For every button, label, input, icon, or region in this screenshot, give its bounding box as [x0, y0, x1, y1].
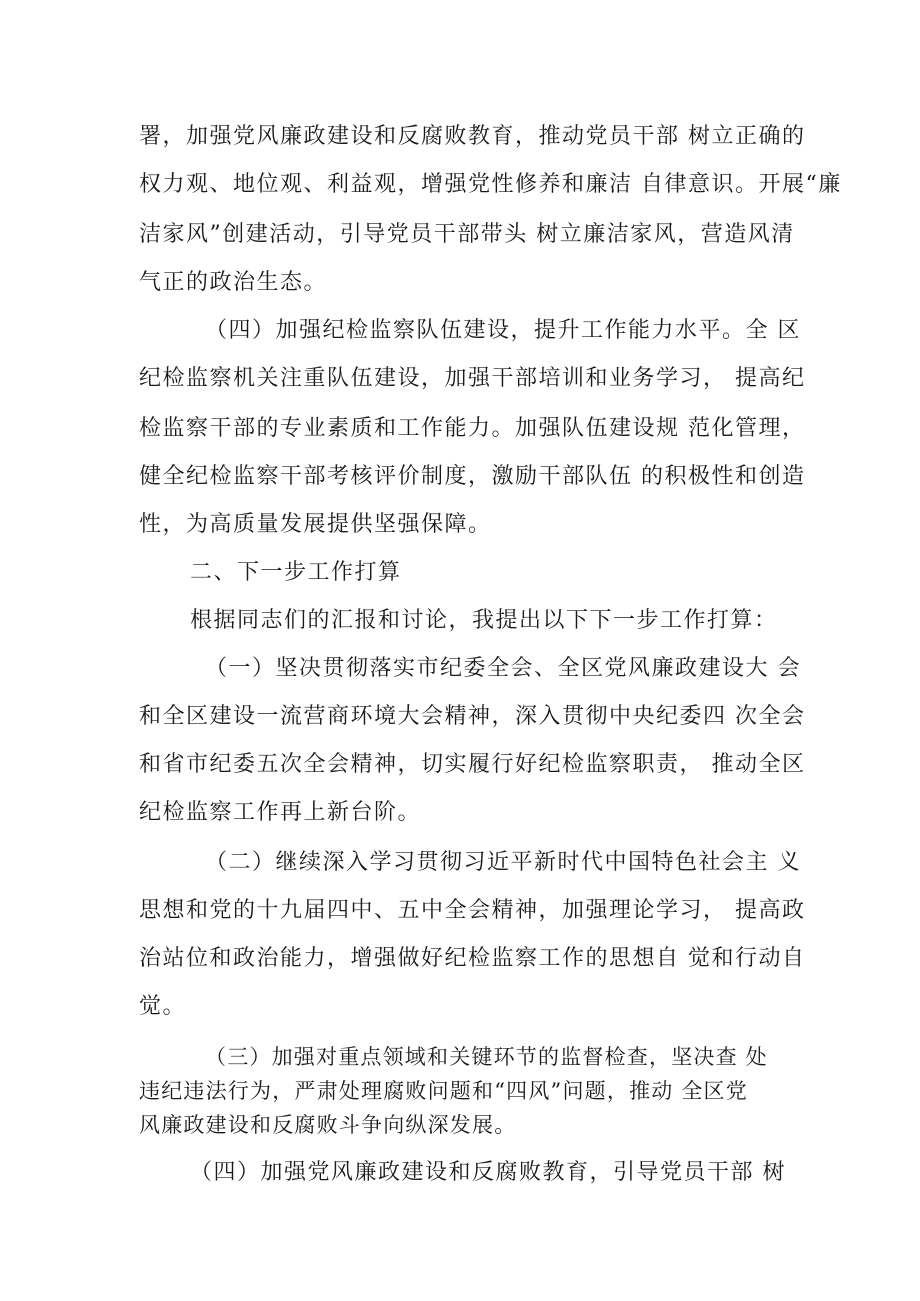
text-line: 思想和党的十九届四中、五中全会精神，加强理论学习， 提高政	[139, 898, 806, 923]
text-line: 和全区建设一流营商环境大会精神，深入贯彻中央纪委四 次全会	[139, 704, 806, 729]
text-line: 违纪违法行为，严肃处理腐败问题和“四风”问题，推动 全区党	[139, 1079, 748, 1103]
text-line: 洁家风”创建活动，引导党员干部带头 树立廉洁家风，营造风清	[139, 222, 795, 247]
text-line: 觉。	[139, 994, 187, 1019]
text-line: 纪检监察工作再上新台阶。	[139, 800, 422, 825]
text-line: 健全纪检监察干部考核评价制度，激励干部队伍 的积极性和创造	[139, 464, 806, 489]
text-line: 纪检监察机关注重队伍建设，加强干部培训和业务学习， 提高纪	[139, 366, 806, 391]
text-line: （四）加强党风廉政建设和反腐败教育，引导党员干部 树	[190, 1160, 786, 1185]
text-line: （二）继续深入学习贯彻习近平新时代中国特色社会主 义	[205, 850, 801, 875]
text-line: （四）加强纪检监察队伍建设，提升工作能力水平。全 区	[205, 318, 801, 343]
text-line: 治站位和政治能力，增强做好纪检监察工作的思想自 觉和行动自	[139, 946, 806, 971]
text-line: 风廉政建设和反腐败斗争向纵深发展。	[139, 1113, 517, 1137]
text-line: 性，为高质量发展提供坚强保障。	[139, 512, 492, 537]
text-line: （三）加强对重点领域和关键环节的监督检查，坚决查 处	[205, 1045, 768, 1069]
text-line: 检监察干部的专业素质和工作能力。加强队伍建设规 范化管理，	[139, 416, 806, 441]
text-line: 权力观、地位观、利益观，增强党性修养和廉洁 自律意识。开展“廉	[139, 172, 842, 197]
text-line: 气正的政治生态。	[139, 270, 328, 295]
text-line: （一）坚决贯彻落实市纪委全会、全区党风廉政建设大 会	[205, 656, 801, 681]
text-line: 根据同志们的汇报和讨论，我提出以下下一步工作打算：	[190, 608, 778, 633]
section-heading: 二、下一步工作打算	[190, 560, 402, 585]
text-line: 署，加强党风廉政建设和反腐败教育，推动党员干部 树立正确的	[139, 124, 806, 149]
text-line: 和省市纪委五次全会精神，切实履行好纪检监察职责， 推动全区	[139, 752, 806, 777]
